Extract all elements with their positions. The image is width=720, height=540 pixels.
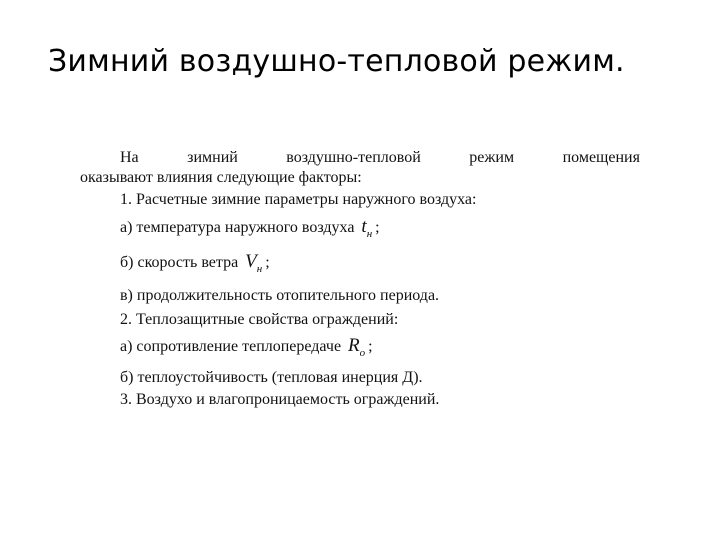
symbol-subscript: н — [366, 228, 373, 240]
symbol-subscript: н — [256, 263, 263, 275]
list-item-2b — [120, 368, 423, 388]
list-item-text: б) скорость ветра — [120, 254, 239, 271]
symbol-suffix: ; — [368, 338, 373, 355]
formula-symbol — [348, 336, 365, 363]
symbol-letter: V — [245, 251, 257, 272]
symbol-letter: R — [348, 335, 360, 356]
list-item-text: б) теплоустойчивость (тепловая инерция Д). — [120, 369, 423, 386]
symbol-letter: t — [361, 216, 367, 237]
formula-symbol — [245, 252, 262, 279]
list-item-1a — [120, 217, 380, 244]
symbol-subscript: о — [359, 347, 366, 359]
intro-word: На — [120, 149, 139, 166]
list-item-3 — [120, 390, 439, 410]
list-item-1b — [120, 252, 270, 279]
intro-word: помещения — [562, 149, 640, 166]
slide-title: Зимний воздушно-тепловой режим. — [48, 44, 625, 79]
list-item-text: а) температура наружного воздуха — [120, 219, 355, 236]
list-item-1c — [120, 286, 439, 306]
formula-symbol — [361, 217, 372, 244]
list-item-text: 3. Воздухо и влагопроницаемость ограждений. — [120, 391, 440, 408]
intro-word: режим — [469, 149, 515, 166]
list-item-2 — [120, 310, 398, 330]
list-item-text: а) сопротивление теплопередаче — [120, 338, 342, 355]
list-item-text: 1. Расчетные зимние параметры наружного воздуха: — [120, 191, 477, 208]
intro-word: зимний — [187, 149, 238, 166]
list-item-2a — [120, 336, 373, 363]
list-item-text: 2. Теплозащитные свойства ограждений: — [120, 311, 399, 328]
symbol-suffix: ; — [265, 254, 270, 271]
list-item-1 — [120, 190, 476, 210]
intro-continuation: оказывают влияния следующие факторы: — [80, 169, 362, 186]
intro-first-line — [120, 148, 640, 168]
list-item-text: в) продолжительность отопительного периода. — [120, 287, 440, 304]
symbol-suffix: ; — [375, 219, 380, 236]
intro-word: воздушно-тепловой — [286, 149, 421, 166]
